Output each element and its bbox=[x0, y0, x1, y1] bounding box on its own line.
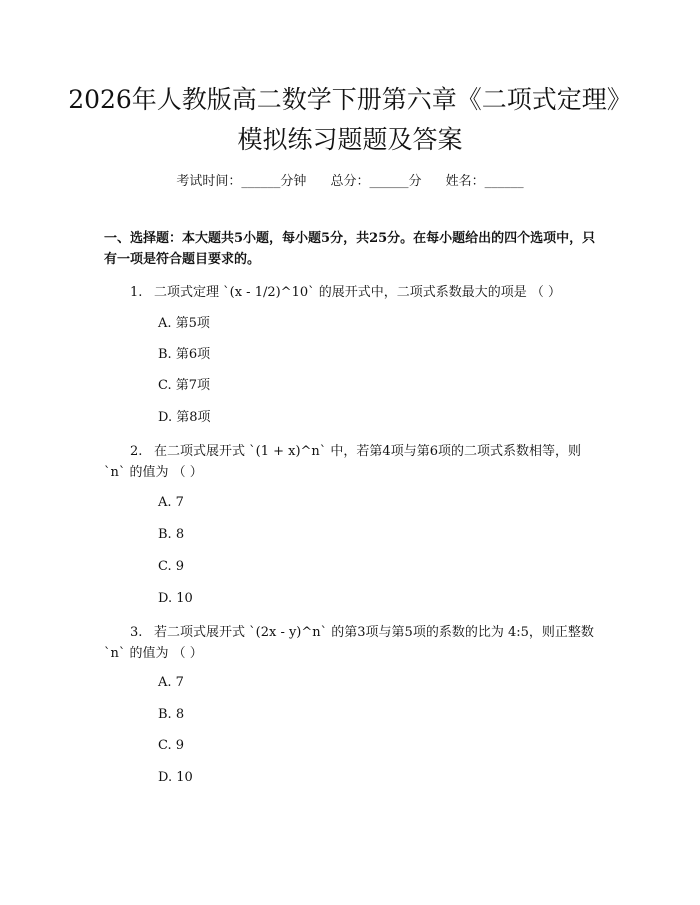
exam-meta bbox=[0, 170, 700, 189]
student-name: 姓名：______ bbox=[445, 174, 524, 189]
option-a: A. 7 bbox=[158, 675, 184, 690]
question-2 bbox=[104, 441, 604, 483]
question-number: 1. bbox=[130, 285, 143, 300]
question-3 bbox=[104, 622, 604, 664]
option-d: D. 第8项 bbox=[158, 410, 211, 425]
question-number: 2. bbox=[130, 444, 143, 459]
option-a: A. 第5项 bbox=[158, 316, 210, 331]
option-b: B. 8 bbox=[158, 527, 185, 542]
option-c: C. 9 bbox=[158, 738, 185, 753]
question-text: 在二项式展开式 `(1 + x)^n` 中，若第4项与第6项的二项式系数相等，则 `n` 的值为 （ ） bbox=[104, 444, 581, 480]
option-d: D. 10 bbox=[158, 770, 193, 785]
option-a: A. 7 bbox=[158, 495, 184, 510]
document-title: 2026年人教版高二数学下册第六章《二项式定理》模拟练习题题及答案 bbox=[68, 85, 632, 154]
option-b: B. 8 bbox=[158, 707, 185, 722]
question-number: 3. bbox=[130, 625, 143, 640]
question-text: 若二项式展开式 `(2x - y)^n` 的第3项与第5项的系数的比为 4:5，则正整数 `n` 的值为 （ ） bbox=[104, 625, 594, 661]
exam-time: 考试时间：______分钟 bbox=[176, 174, 307, 189]
option-d: D. 10 bbox=[158, 591, 193, 606]
total-score: 总分：______分 bbox=[330, 174, 422, 189]
section-heading: 一、选择题：本大题共5小题，每小题5分，共25分。在每小题给出的四个选项中，只有一项是符合题目要求的。 bbox=[104, 231, 596, 267]
option-b: B. 第6项 bbox=[158, 347, 211, 362]
question-text: 二项式定理 `(x - 1/2)^10` 的展开式中，二项式系数最大的项是 （ ） bbox=[154, 285, 562, 300]
question-1 bbox=[104, 282, 604, 303]
option-c: C. 第7项 bbox=[158, 378, 211, 393]
option-c: C. 9 bbox=[158, 559, 185, 574]
